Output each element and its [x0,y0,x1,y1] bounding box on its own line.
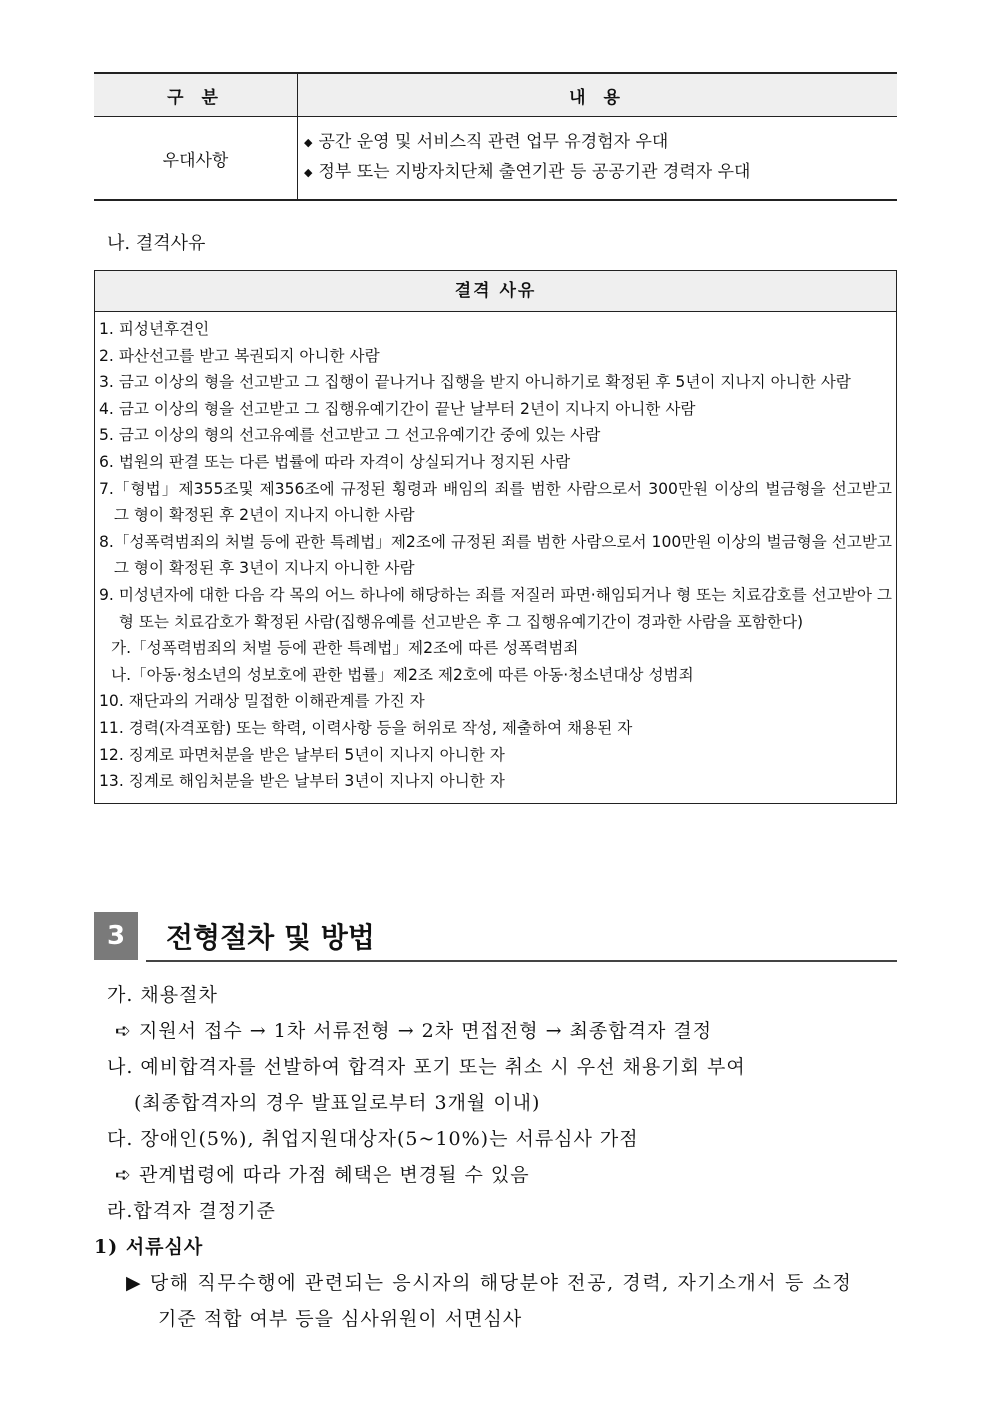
item-number: 7. [99,479,114,498]
item-number: 5. [99,426,119,445]
disqualification-table [94,270,897,804]
procedure-heading: 가. 채용절차 [107,984,218,1006]
document-review-text: ▶ 당해 직무수행에 관련되는 응시자의 해당분야 전공, 경력, 자기소개서 등 소정 [126,1272,853,1294]
diamond-bullet-icon: ◆ [304,166,313,179]
list-item: ◆ 정부 또는 지방자치단체 출연기관 등 공공기관 경력자 우대 [304,162,751,182]
item-text: 「형법」제355조및 제356조에 규정된 횡령과 배임의 죄를 범한 사람으로서 300만원 이상의 벌금형을 선고받고 그 형이 확정된 후 2년이 지나지 아니한 사람 [113,479,892,525]
criteria-heading: 라.합격자 결정기준 [107,1200,276,1222]
bonus-points-line: 다. 장애인(5%), 취업지원대상자(5~10%)는 서류심사 가점 [107,1128,639,1150]
item-text: 금고 이상의 형을 선고받고 그 집행이 끝나거나 집행을 받지 아니하기로 확정된 후 5년이 지나지 아니한 사람 [118,373,851,392]
item-number: 1. [99,320,119,338]
list-item [99,582,892,635]
item-text: 재단과의 거래상 밀접한 이해관계를 가진 자 [128,692,425,711]
row-label: 우대사항 [94,117,298,201]
reserve-candidates-line: 나. 예비합격자를 선발하여 합격자 포기 또는 취소 시 우선 채용기회 부여 [107,1056,746,1078]
table-header-row [94,73,897,117]
item-number: 가. [111,639,132,658]
item-text: 「성폭력범죄의 처벌 등에 관한 특례법」제2조에 따른 성폭력범죄 [131,639,579,658]
item-text: 징계로 해임처분을 받은 날부터 3년이 지나지 아니한 자 [128,772,505,791]
column-header-category: 구 분 [94,73,298,117]
section-number-badge: 3 [94,912,138,960]
list-item [99,742,892,769]
list-item [99,476,892,529]
list-item [99,768,892,795]
reserve-candidates-note: (최종합격자의 경우 발표일로부터 3개월 이내) [134,1092,541,1114]
bonus-points-note: ➪ 관계법령에 따라 가점 혜택은 변경될 수 있음 [115,1164,530,1186]
list-item [99,422,892,449]
item-text: 경력(자격포함) 또는 학력, 이력사항 등을 허위로 작성, 제출하여 채용된 자 [128,718,633,737]
section-divider [146,960,897,962]
item-text: 파산선고를 받고 복권되지 아니한 사람 [118,346,380,365]
item-number: 2. [99,346,119,365]
item-number: 8. [99,532,114,551]
column-header-content: 내 용 [298,73,898,117]
item-number: 12. [99,745,129,764]
item-number: 10. [99,692,129,711]
item-text: 미성년자에 대한 다음 각 목의 어느 하나에 해당하는 죄를 저질러 파면·해임되거나 형 또는 치료감호를 선고받아 그 형 또는 치료감호가 확정된 사람(집행유예를 선고받은 후 그 집행유예기간이 경과한 사람을 포함한다) [118,585,892,631]
document-review-heading: 1) 서류심사 [94,1236,204,1258]
item-text: 금고 이상의 형의 선고유예를 선고받고 그 선고유예기간 중에 있는 사람 [118,426,601,445]
item-number: 4. [99,399,119,418]
item-number: 13. [99,772,129,791]
list-item [99,529,892,582]
list-item [99,396,892,423]
item-text: 「성폭력범죄의 처벌 등에 관한 특례법」제2조에 규정된 죄를 범한 사람으로서 100만원 이상의 벌금형을 선고받고 그 형이 확정된 후 3년이 지나지 아니한 사람 [113,532,892,578]
list-item [99,343,892,370]
item-text: 징계로 파면처분을 받은 날부터 5년이 지나지 아니한 자 [128,745,505,764]
section-heading-disqualification: 나. 결격사유 [107,233,206,254]
item-number: 6. [99,452,119,471]
item-text: 「아동·청소년의 성보호에 관한 법률」제2조 제2호에 따른 아동·청소년대상 성범죄 [131,665,694,684]
list-item [99,715,892,742]
item-number: 9. [99,585,119,604]
list-item: ◆ 공간 운영 및 서비스직 관련 업무 유경험자 우대 [304,132,669,152]
table-row [94,117,897,201]
preference-table [94,72,897,201]
list-item [99,688,892,715]
table-header: 결격 사유 [95,271,896,312]
section-title: 전형절차 및 방법 [166,921,375,954]
item-text: 피성년후견인 [118,320,210,338]
item-text: 금고 이상의 형을 선고받고 그 집행유예기간이 끝난 날부터 2년이 지나지 아니한 사람 [118,399,696,418]
item-number: 11. [99,718,129,737]
diamond-bullet-icon: ◆ [304,136,313,149]
item-number: 3. [99,373,119,392]
list-item [99,369,892,396]
row-content [298,117,898,201]
item-number: 나. [111,665,132,684]
list-item [99,316,892,343]
sub-list-item [99,662,892,689]
list-item [99,449,892,476]
document-review-text-cont: 기준 적합 여부 등을 심사위원이 서면심사 [158,1308,523,1330]
sub-list-item [99,635,892,662]
disqualification-list [95,312,896,803]
procedure-steps: ➪ 지원서 접수 → 1차 서류전형 → 2차 면접전형 → 최종합격자 결정 [115,1020,713,1042]
item-text: 법원의 판결 또는 다른 법률에 따라 자격이 상실되거나 정지된 사람 [118,452,571,471]
